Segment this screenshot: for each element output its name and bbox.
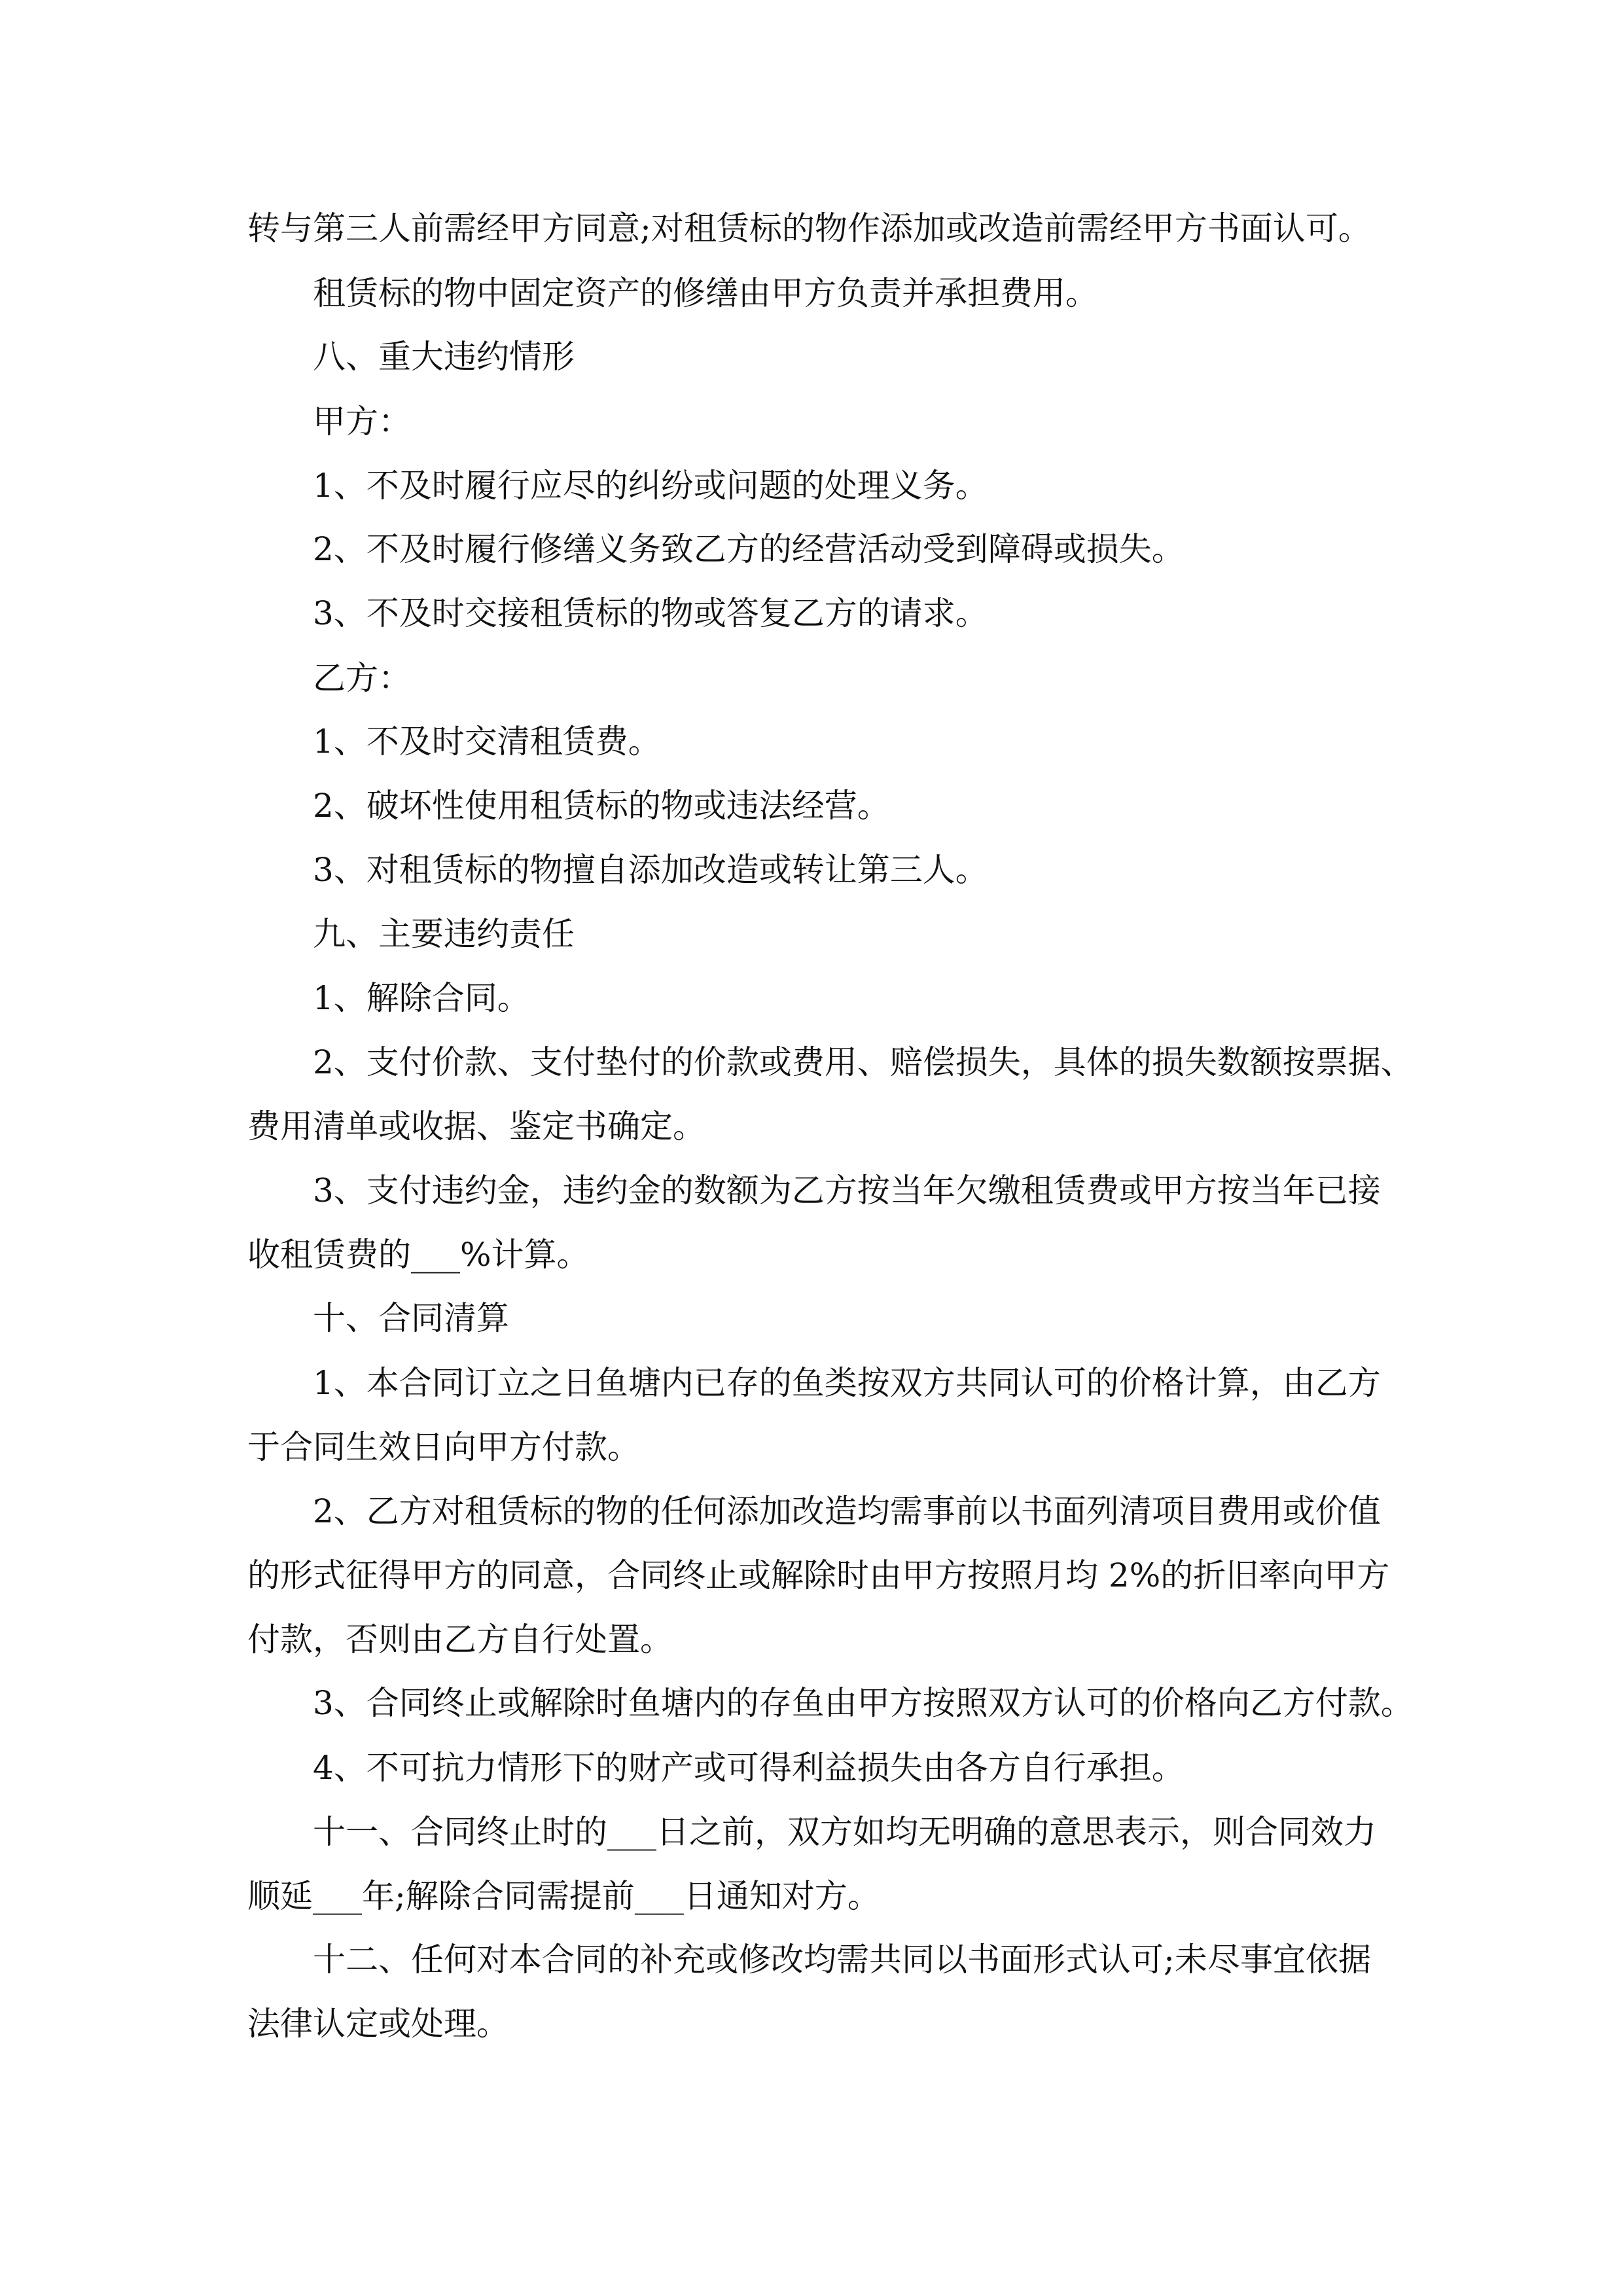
liability-item-3-line-1: 3、支付违约金，违约金的数额为乙方按当年欠缴租赁费或甲方按当年已接	[313, 1172, 1381, 1210]
party-a-item-3: 3、不及时交接租赁标的物或答复乙方的请求。	[313, 594, 988, 632]
settlement-item-2-line-2: 的形式征得甲方的同意，合同终止或解除时由甲方按照月均 2%的折旧率向甲方	[247, 1556, 1390, 1594]
section-11-line-1: 十一、合同终止时的___日之前，双方如均无明确的意思表示，则合同效力	[313, 1813, 1376, 1851]
section-heading-8: 八、重大违约情形	[313, 338, 575, 376]
party-b-item-1: 1、不及时交清租赁费。	[313, 723, 661, 761]
section-12-line-2: 法律认定或处理。	[247, 2005, 509, 2043]
liability-item-2-line-1: 2、支付价款、支付垫付的价款或费用、赔偿损失，具体的损失数额按票据、	[313, 1043, 1414, 1081]
party-a-label: 甲方：	[313, 403, 411, 440]
settlement-item-1-line-2: 于合同生效日向甲方付款。	[247, 1428, 640, 1466]
liability-item-2-line-2: 费用清单或收据、鉴定书确定。	[247, 1107, 705, 1145]
paragraph-continuation-line: 转与第三人前需经甲方同意;对租赁标的物作添加或改造前需经甲方书面认可。	[247, 209, 1371, 247]
party-b-item-3: 3、对租赁标的物擅自添加改造或转让第三人。	[313, 851, 988, 889]
liability-item-3-line-2: 收租赁费的___%计算。	[247, 1236, 590, 1274]
party-a-item-1: 1、不及时履行应尽的纠纷或问题的处理义务。	[313, 467, 988, 505]
settlement-item-4: 4、不可抗力情形下的财产或可得利益损失由各方自行承担。	[313, 1749, 1185, 1787]
section-heading-9: 九、主要违约责任	[313, 915, 575, 953]
settlement-item-2-line-3: 付款，否则由乙方自行处置。	[247, 1621, 673, 1659]
settlement-item-1-line-1: 1、本合同订立之日鱼塘内已存的鱼类按双方共同认可的价格计算，由乙方	[313, 1364, 1381, 1402]
settlement-item-2-line-1: 2、乙方对租赁标的物的任何添加改造均需事前以书面列清项目费用或价值	[313, 1492, 1381, 1530]
liability-item-1: 1、解除合同。	[313, 979, 530, 1017]
party-a-item-2: 2、不及时履行修缮义务致乙方的经营活动受到障碍或损失。	[313, 530, 1185, 568]
section-12-line-1: 十二、任何对本合同的补充或修改均需共同以书面形式认可;未尽事宜依据	[313, 1941, 1371, 1979]
paragraph-repair-responsibility: 租赁标的物中固定资产的修缮由甲方负责并承担费用。	[313, 274, 1098, 312]
party-b-item-2: 2、破坏性使用租赁标的物或违法经营。	[313, 787, 890, 825]
settlement-item-3: 3、合同终止或解除时鱼塘内的存鱼由甲方按照双方认可的价格向乙方付款。	[313, 1684, 1414, 1722]
section-11-line-2: 顺延___年;解除合同需提前___日通知对方。	[247, 1877, 880, 1915]
party-b-label: 乙方：	[313, 659, 411, 697]
section-heading-10: 十、合同清算	[313, 1299, 509, 1337]
